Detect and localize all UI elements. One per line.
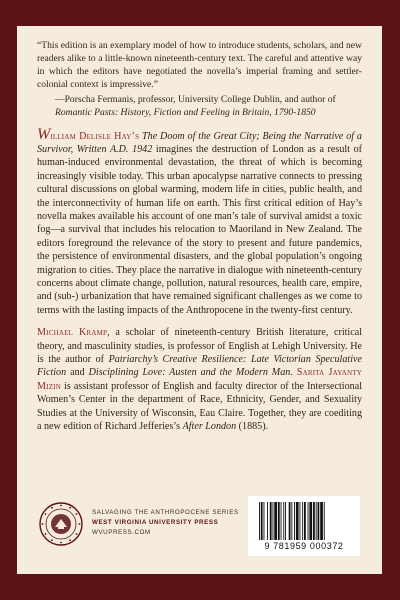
- editors-bio: [37, 326, 362, 433]
- university-press-seal-icon: [39, 502, 83, 546]
- book-patriarchy: Patriarchy’s Creative Resilience: Late Victorian Speculative Fiction: [37, 354, 362, 379]
- press-website[interactable]: WVUPRESS.COM: [92, 529, 151, 536]
- dropcap-letter: W: [37, 125, 51, 143]
- editor2-text: is assistant professor of English and faculty director of the Intersectional Women’s Center in the department of Race, Ethnicity, Gender, and Sexuality Studies at the University of Wisconsin, Eau Claire. Together, they are coediting a new edition of Richard Jefferies’s: [37, 380, 362, 433]
- endorsement-quote: “This edition is an exemplary model of how to introduce students, scholars, and new readers alike to a little-known nineteenth-century text. The careful and attentive way in which the editors have negotiated the novella’s imperial framing and settler-colonial context is impressive.”: [37, 40, 362, 91]
- closing-text: (1885).: [238, 421, 269, 433]
- and-word: and: [70, 367, 85, 379]
- description-text: imagines the destruction of London as a result of human-induced environmental devastation, the threat of which is becoming increasingly visible today. This urban apocalypse narrative connects to pressing cultural discussions on global warming, modern life in cities, public health, and the interconnectivity of human life on earth. This first critical edition of Hay’s novella makes available his account of one man’s tale of survival amidst a toxic fog—a survival that includes his relocation to Maoriland in New Zealand. The editors foreground the relevance of the story to present and future pandemics, the persistence of environmental disasters, and the global population’s ongoing migration to cities. They place the narrative in dialogue with nineteenth-century concerns about climate change, pollution, natural resources, health care, empire, and (sub-) urbanization that have remained significant challenges as we come to terms with the lasting impacts of the Anthropocene in the twenty-first century.: [37, 143, 363, 316]
- isbn-barcode-box: [248, 496, 360, 556]
- book-disciplining-love: Disciplining Love: Austen and the Modern Man.: [88, 367, 293, 379]
- press-name: WEST VIRGINIA UNIVERSITY PRESS: [92, 519, 219, 526]
- editor-name-mizin: Sarita Jayanty Mizin: [37, 367, 362, 392]
- editor1-text: , a scholar of nineteenth-century British literature, critical theory, and masculinity studies, is professor of English at Lehigh University. He is the author of: [37, 327, 362, 366]
- endorsement-attribution: [37, 93, 362, 119]
- isbn-number: 9 781959 000372: [264, 541, 344, 551]
- series-name: SALVAGING THE ANTHROPOCENE SERIES: [92, 509, 239, 516]
- book-after-london: After London: [182, 421, 237, 433]
- editor-name-kramp: Michael Kramp: [37, 327, 108, 339]
- publisher-info: [92, 508, 239, 538]
- barcode-icon: [258, 502, 350, 540]
- attribution-prefix: —Porscha Fermanis, professor, University College Dublin, and author of: [55, 94, 336, 106]
- book-description: [37, 125, 363, 318]
- text-panel: [17, 26, 382, 574]
- book-title: The Doom of the Great City; Being the Narrative of a Survivor, Written A.D. 1942: [37, 130, 362, 155]
- attribution-book-title: Romantic Pasts: History, Fiction and Feeling in Britain, 1790-1850: [55, 107, 316, 119]
- cover-footer: [37, 494, 362, 574]
- author-name: illiam Delisle Hay’s: [50, 130, 140, 142]
